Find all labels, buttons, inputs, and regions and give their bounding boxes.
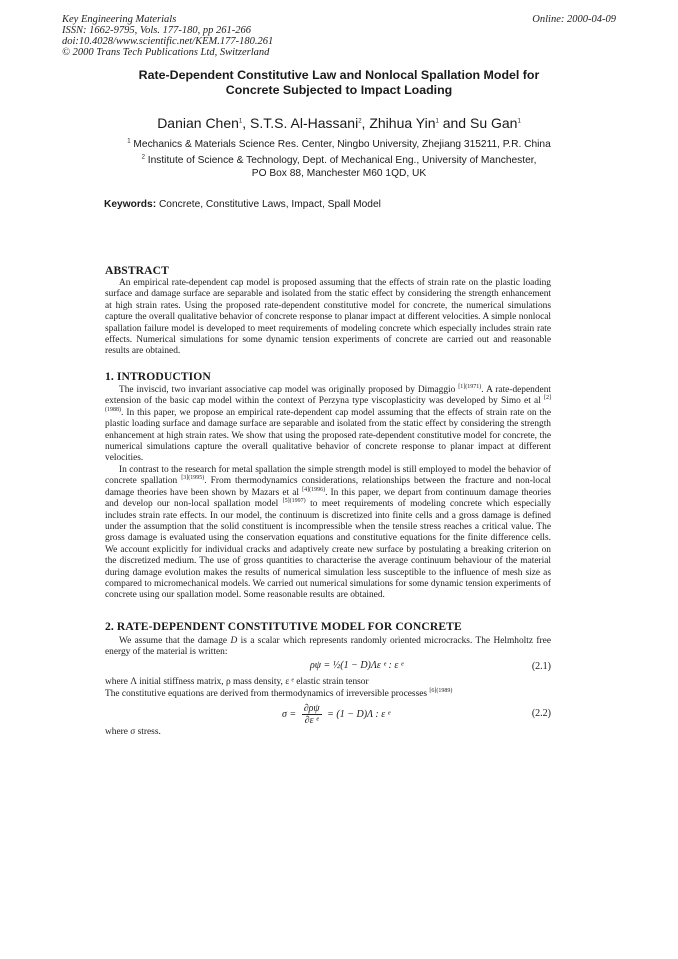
abstract-text: An empirical rate-dependent cap model is proposed assuming that the effects of strain rate on the plastic loading surface and damage surface are separable and isolated from the static effect by considering the strength enhancement at high strain rates. Using the proposed rate-dependent constitutive model for concrete, the numerical simulations capture the overall qualitative behavior of concrete response to planar impact at different velocities. A simple nonlocal spallation failure model is developed to meet requirements of modeling concrete which especially includes strain rate effects. Numerical simulations for some dynamic tension experiments of concrete are carried out and reasonable results are obtained. — [105, 278, 551, 357]
title-line-1: Rate-Dependent Constitutive Law and Nonlocal Spallation Model for — [138, 68, 540, 82]
journal-name: Key Engineering Materials — [62, 14, 177, 25]
title-line-2: Concrete Subjected to Impact Loading — [225, 83, 453, 97]
journal-metadata — [62, 14, 273, 58]
affiliation-1: $^1$ Mechanics & Materials Science Res. Center, Ningbo University, Zhejiang 315211, P.R. China — [127, 138, 551, 150]
where-clause-2: where σ stress. — [105, 727, 161, 737]
affiliation-2: $^2$ Institute of Science & Technology, Dept. of Mechanical Eng., University of Manchester, PO Box 88, Manchester M60 1QD, UK — [141, 154, 537, 179]
abstract-heading: ABSTRACT — [105, 264, 169, 277]
citation-1: [1](1971) — [458, 383, 482, 390]
partial-derivative-fraction: $\frac{\partial\rho\psi}{\text{∂ε ᵉ}}$ — [303, 703, 320, 726]
section-2-heading: 2. RATE-DEPENDENT CONSTITUTIVE MODEL FOR CONCRETE — [105, 620, 462, 633]
online-date: Online: 2000-04-09 — [532, 14, 616, 25]
introduction-paragraph-1: The inviscid, two invariant associative cap model was originally proposed by Dimaggio $^{[1](1971)}$. A rate-dependent extension of the basic cap model within the context of Perzyna type viscoplasticity was developed by Simo et al $^{[2](1988)}$. In this paper, we propose an empirical rate-dependent cap model assuming that the effects of strain rate on the plastic loading surface and damage surface are separable and isolated from the static effect by considering the strength enhancement at high strain rates. We show that using the proposed rate-dependent constitutive model for concrete, the numerical simulations capture the overall qualitative behavior of concrete response to planar impact at different velocities. — [105, 383, 551, 464]
equation-2-2: σ = $\frac{\partial\rho\psi}{\text{∂ε ᵉ}}$ = (1 − D)Λ : ε ᵉ — [282, 703, 391, 726]
author-2: S.T.S. Al-Hassani$^2$, — [250, 115, 370, 131]
keywords-text: Concrete, Constitutive Laws, Impact, Spall Model — [158, 199, 381, 210]
issn-line: ISSN: 1662-9795, Vols. 177-180, pp 261-266 — [62, 25, 251, 36]
equation-2-1-number: (2.1) — [531, 661, 551, 672]
equation-2-2-number: (2.2) — [531, 708, 551, 719]
introduction-paragraph-2: In contrast to the research for metal spallation the simple strength model is still employed to model the behavior of concrete spallation $^{[3](1995)}$. From thermodynamics considerations, relationships between the fracture and non-local damage theories have been shown by Mazars et al $^{[4](1996)}$. In this paper, we depart from continuum damage theories and develop our non-local spallation model $^{[5](1997)}$ to meet requirements of modeling concrete which especially includes strain rate effects. In our model, the continuum is discretized into finite cells and a gross damage is defined under the assumption that the solid constituent is incompressible when the tensile stress reaches a critical value. The gross damage is evaluated using the conservation equations and constitutive equations for the finite difference cells. We account explicitly for individual cracks and adaptively create new surface by postulating a breaking criterion on the discretized medium. The use of gross quantities to characterise the average continuum behaviour of the material during damage evolution makes the results of numerical simulation less susceptible to the influence of mesh size as compared to micromechanical models. We carried out numerical simulations for some dynamic tension experiments of concrete using our spallation model. Some reasonable results are obtained. — [105, 465, 552, 601]
author-4: Su Gan$^1$ — [469, 115, 521, 131]
citation-6: [6](1989) — [429, 687, 453, 694]
copyright-line: © 2000 Trans Tech Publications Ltd, Switzerland — [62, 47, 270, 58]
citation-3: [3](1995) — [181, 475, 205, 482]
citation-4: [4](1996) — [302, 486, 326, 493]
section-2-paragraph-1: We assume that the damage D is a scalar which represents randomly oriented microcracks. The Helmholtz free energy of the material is written: — [105, 636, 551, 658]
author-list — [40, 115, 638, 131]
introduction-heading: 1. INTRODUCTION — [105, 370, 211, 383]
author-1: Danian Chen$^1$, — [157, 115, 251, 131]
paper-title — [40, 68, 638, 98]
citation-5: [5](1997) — [282, 498, 306, 505]
constitutive-sentence: The constitutive equations are derived from thermodynamics of irreversible processes $^{[6](1989)}$ — [105, 687, 453, 699]
where-clause-1: where Λ initial stiffness matrix, ρ mass density, ε ᵉ elastic strain tensor — [105, 677, 369, 687]
keywords-label: Keywords: — [104, 199, 157, 210]
keywords — [104, 199, 381, 210]
doi-line[interactable]: doi:10.4028/www.scientific.net/KEM.177-180.261 — [62, 36, 274, 47]
citation-2: [2](1988) — [105, 395, 551, 413]
author-3: Zhihua Yin$^1$ and — [369, 115, 470, 131]
equation-2-1: ρψ = ½(1 − D)Λε ᵉ : ε ᵉ — [310, 660, 404, 671]
